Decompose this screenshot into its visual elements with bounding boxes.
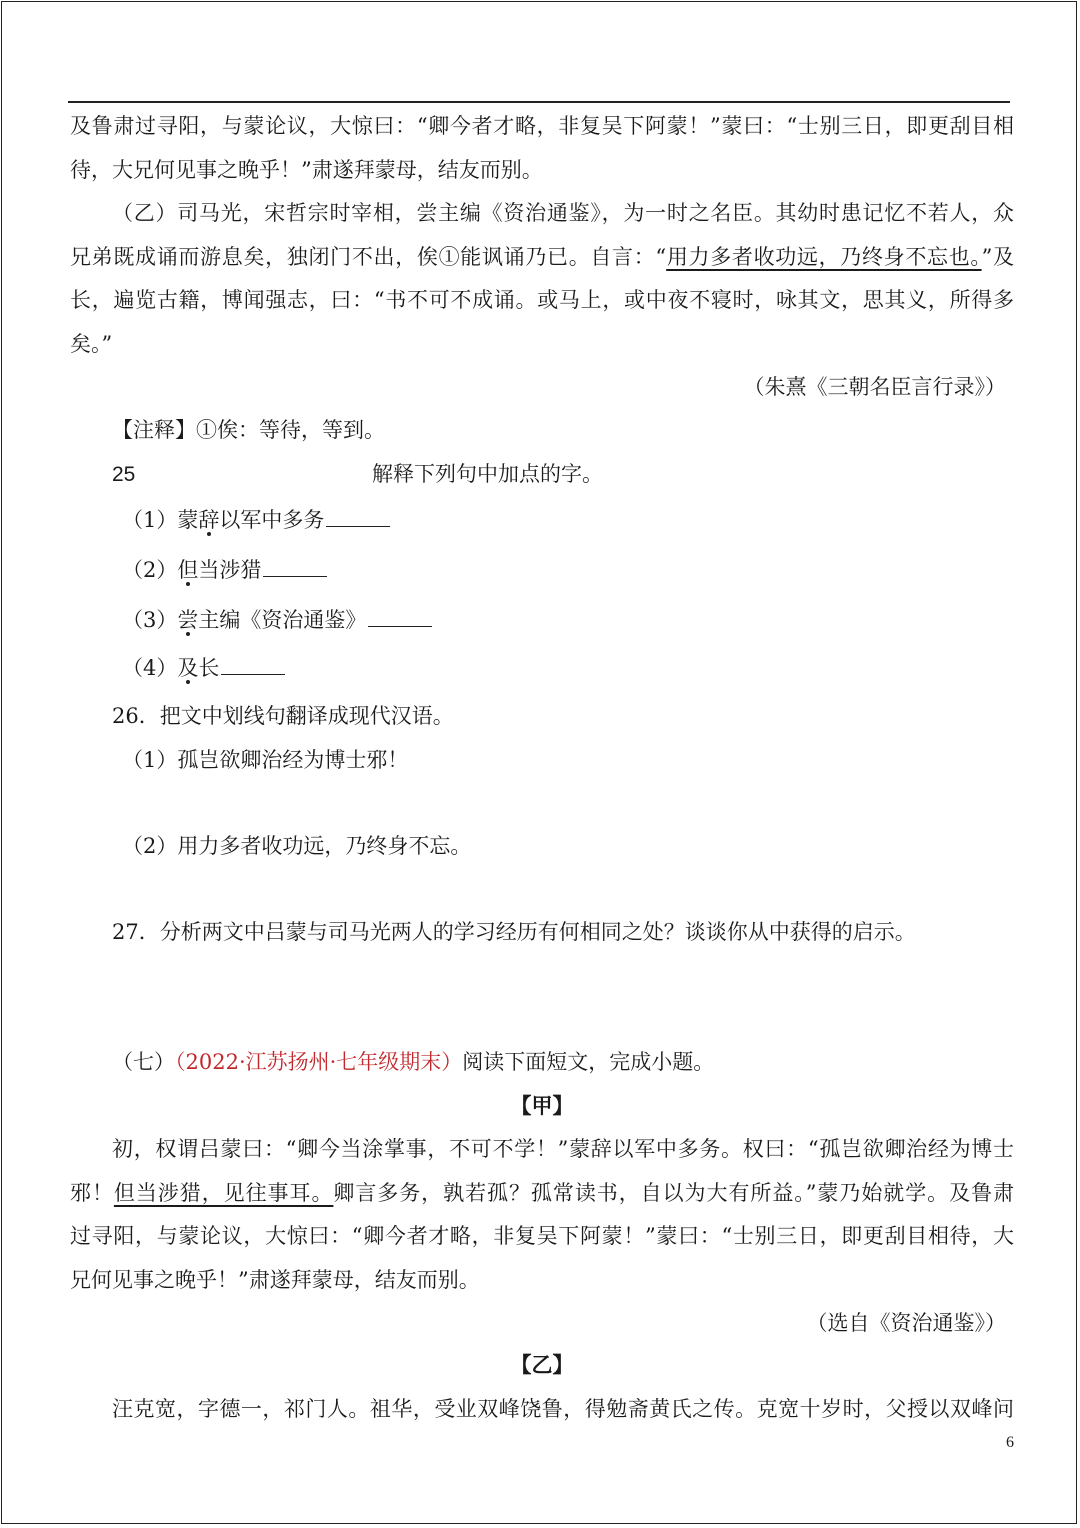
underlined-sentence: 用力多者收功远，乃终身不忘也。 xyxy=(666,245,982,269)
page-number: 6 xyxy=(1006,1434,1014,1451)
q25-item-2: （2）但当涉猎 xyxy=(70,548,1014,592)
yi-passage-line: （乙）司马光，宋哲宗时宰相，尝主编《资治通鉴》，为一时之名臣。其幼时患记忆不若人，众 xyxy=(112,201,1014,225)
header-rule xyxy=(68,101,1010,103)
question-stem: 解释下列句中加点的字。 xyxy=(372,462,603,486)
yi-passage-line: 兄弟既成诵而游息矣，独闭门不出，俟①能讽诵乃已。自言：“用力多者收功远，乃终身不忘也。”及 xyxy=(70,245,1014,269)
underlined-sentence: 但当涉猎，见往事耳。 xyxy=(113,1181,334,1205)
answer-blank[interactable] xyxy=(221,652,285,675)
question-25-header xyxy=(70,452,1014,496)
question-number: 25 xyxy=(112,463,136,486)
yi-title: 【乙】 xyxy=(510,1352,574,1377)
answer-blank[interactable] xyxy=(263,554,327,577)
section-7-header: （七）（2022·江苏扬州·七年级期末）阅读下面短文，完成小题。 xyxy=(112,1050,715,1074)
passage-line: 待，大兄何见事之晚乎！”肃遂拜蒙母，结友而别。 xyxy=(70,158,543,182)
jia-passage-line: 兄何见事之晚乎！”肃遂拜蒙母，结友而别。 xyxy=(70,1268,480,1292)
source-citation: （朱熹《三朝名臣言行录》） xyxy=(743,375,1006,399)
jia-source: （选自《资治通鉴》） xyxy=(806,1311,1006,1335)
q26-sentence-2: （2）用力多者收功远，乃终身不忘。 xyxy=(122,834,472,858)
question-27-stem: 27．分析两文中吕蒙与司马光两人的学习经历有何相同之处？谈谈你从中获得的启示。 xyxy=(112,920,916,944)
q25-item-4: （4）及长 xyxy=(70,646,1014,690)
yi-passage-line: 矣。” xyxy=(70,332,113,356)
answer-blank[interactable] xyxy=(326,504,390,527)
exam-source: （2022·江苏扬州·七年级期末） xyxy=(175,1050,463,1074)
document-page xyxy=(1,1,1077,1524)
jia-passage-line: 过寻阳，与蒙论议，大惊曰：“卿今者才略，非复吴下阿蒙！”蒙曰：“士别三日，即更刮目相待，大 xyxy=(70,1224,1014,1248)
answer-blank[interactable] xyxy=(368,604,432,627)
annotation-note: 【注释】①俟：等待，等到。 xyxy=(112,418,385,442)
q26-sentence-1: （1）孤岂欲卿治经为博士邪！ xyxy=(122,748,409,772)
jia-passage-line: 初，权谓吕蒙曰：“卿今当涂掌事，不可不学！”蒙辞以军中多务。权曰：“孤岂欲卿治经为博士 xyxy=(112,1137,1014,1161)
jia-title: 【甲】 xyxy=(510,1093,574,1118)
question-26-stem: 26．把文中划线句翻译成现代汉语。 xyxy=(112,704,454,728)
q25-item-3: （3）尝主编《资治通鉴》 xyxy=(70,598,1014,642)
q25-item-1: （1）蒙辞以军中多务 xyxy=(70,498,1014,542)
yi2-passage-line: 汪克宽，字德一，祁门人。祖华，受业双峰饶鲁，得勉斋黄氏之传。克宽十岁时，父授以双峰问 xyxy=(112,1397,1014,1421)
passage-line: 及鲁肃过寻阳，与蒙论议，大惊曰：“卿今者才略，非复吴下阿蒙！”蒙曰：“士别三日，即更刮目相 xyxy=(70,114,1014,138)
jia-passage-line: 邪！但当涉猎，见往事耳。卿言多务，孰若孤？孤常读书，自以为大有所益。”蒙乃始就学。及鲁肃 xyxy=(70,1181,1015,1205)
yi-passage-line: 长，遍览古籍，博闻强志，曰：“书不可不成诵。或马上，或中夜不寝时，咏其文，思其义，所得多 xyxy=(70,288,1014,312)
